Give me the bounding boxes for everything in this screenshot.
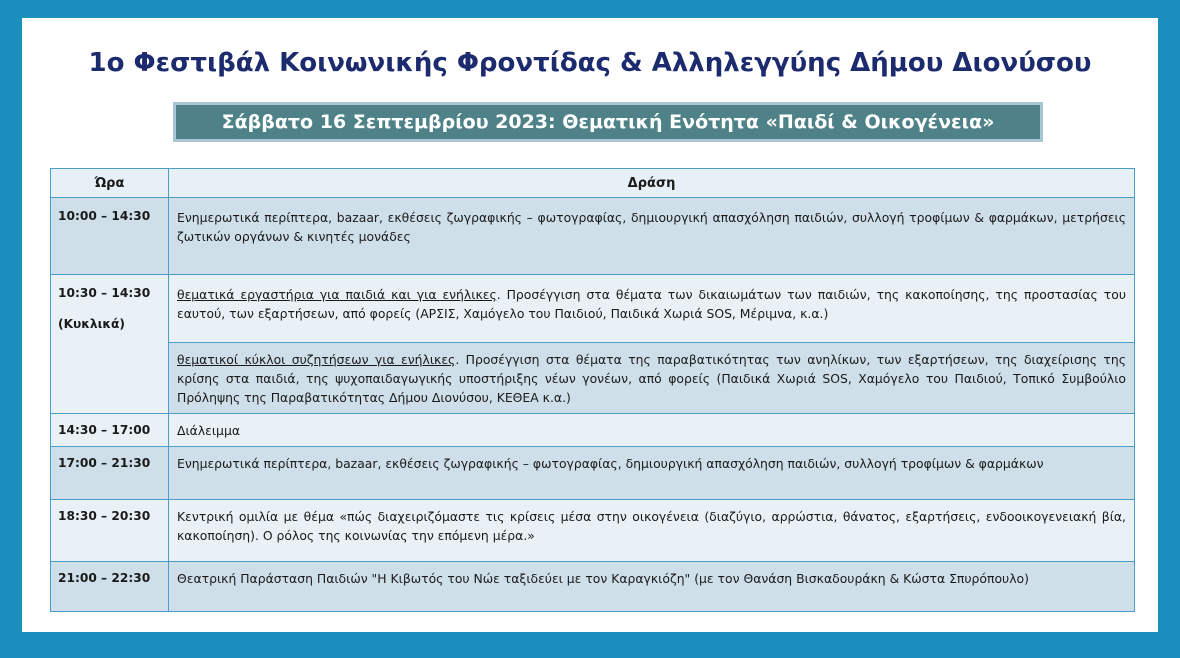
- header-activity: Δράση: [169, 169, 1135, 198]
- table-row: [51, 198, 1135, 275]
- slide: [22, 18, 1158, 632]
- time-cell: 10:00 – 14:30: [51, 198, 169, 275]
- activity-cell: Διάλειμμα: [169, 414, 1135, 447]
- discussions-link-text: θεματικοί κύκλοι συζητήσεων για ενήλικες: [177, 352, 456, 367]
- time-label: 10:30 – 14:30: [58, 286, 151, 300]
- time-cell: 18:30 – 20:30: [51, 500, 169, 562]
- activity-cell: Ενημερωτικά περίπτερα, bazaar, εκθέσεις ζωγραφικής – φωτογραφίας, δημιουργική απασχόληση παιδιών, συλλογή τροφίμων & φαρμάκων, μετρήσεις ζωτικών οργάνων & κινητές μονάδες: [169, 198, 1135, 275]
- time-cell: [51, 275, 169, 414]
- schedule-table: [50, 168, 1135, 612]
- activity-cell: Κεντρική ομιλία με θέμα «πώς διαχειριζόμαστε τις κρίσεις μέσα στην οικογένεια (διαζύγιο, αρρώστια, θάνατος, εξαρτήσεις, ενδοοικογενειακή βία, κακοποίηση). Ο ρόλος της κοινωνίας την επόμενη μέρα.»: [169, 500, 1135, 562]
- subtitle-banner: Σάββατο 16 Σεπτεμβρίου 2023: Θεματική Ενότητα «Παιδί & Οικογένεια»: [173, 102, 1043, 142]
- table-row: [51, 500, 1135, 562]
- table-row: [51, 414, 1135, 447]
- table-row: [51, 447, 1135, 500]
- time-cell: 21:00 – 22:30: [51, 562, 169, 612]
- activity-cell: Ενημερωτικά περίπτερα, bazaar, εκθέσεις ζωγραφικής – φωτογραφίας, δημιουργική απασχόληση παιδιών, συλλογή τροφίμων & φαρμάκων: [169, 447, 1135, 500]
- table-row: [51, 343, 1135, 414]
- workshops-description: . Προσέγγιση στα θέματα των δικαιωμάτων των παιδιών, της κακοποίησης, της προστασίας του εαυτού, των εξαρτήσεων, από φορείς (ΑΡΣΙΣ, Χαμόγελο του Παιδιού, Παιδικά Χωριά SOS, Μέριμνα, κ.α.): [177, 287, 1126, 321]
- activity-cell: [169, 275, 1135, 343]
- table-row: [51, 562, 1135, 612]
- activity-cell: [169, 343, 1135, 414]
- workshops-link-text: θεματικά εργαστήρια για παιδιά και για ενήλικες: [177, 287, 497, 302]
- table-row: [51, 275, 1135, 343]
- time-cell: 17:00 – 21:30: [51, 447, 169, 500]
- activity-cell: Θεατρική Παράσταση Παιδιών "Η Κιβωτός του Νώε ταξιδεύει με τον Καραγκιόζη" (με τον Θανάση Βισκαδουράκη & Κώστα Σπυρόπουλο): [169, 562, 1135, 612]
- page-title: 1ο Φεστιβάλ Κοινωνικής Φροντίδας & Αλληλεγγύης Δήμου Διονύσου: [88, 48, 1092, 78]
- discussions-description: . Προσέγγιση στα θέματα της παραβατικότητας των ανηλίκων, των εξαρτήσεων, της διαχείρισης της κρίσης στα παιδιά, της ψυχοπαιδαγωγικής υποστήριξης νέων γονέων, από φορείς (Παιδικά Χωριά SOS, Χαμόγελο του Παιδιού, Τοπικό Συμβούλιο Πρόληψης της Παραβατικότητας Δήμου Διονύσου, ΚΕΘΕΑ κ.α.): [177, 352, 1126, 405]
- table-header-row: [51, 169, 1135, 198]
- time-cell: 14:30 – 17:00: [51, 414, 169, 447]
- rotating-note: (Κυκλικά): [58, 317, 125, 331]
- header-time: Ώρα: [51, 169, 169, 198]
